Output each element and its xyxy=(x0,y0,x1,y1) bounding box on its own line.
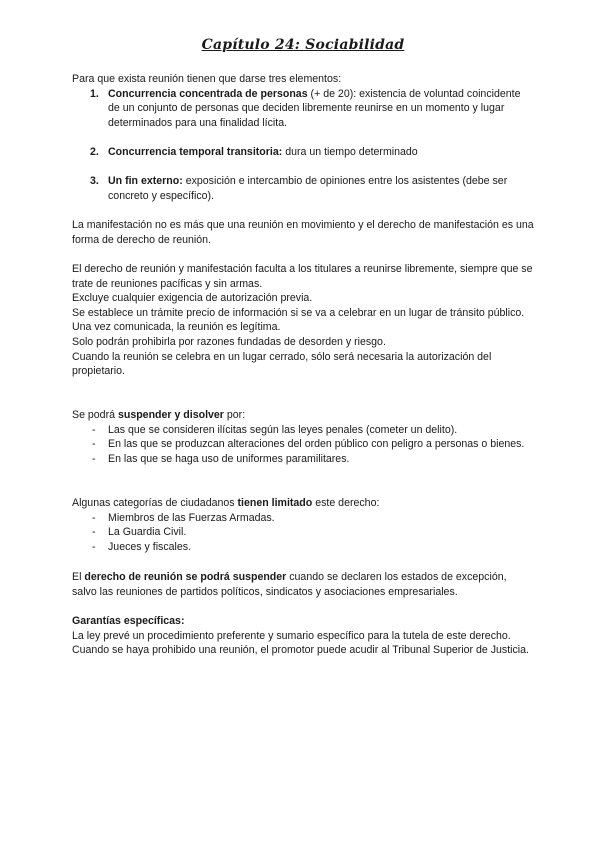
section-heading: Garantías específicas: xyxy=(72,615,185,627)
section-intro: Se podrá suspender y disolver por: xyxy=(72,409,246,421)
item-term: Un fin externo: xyxy=(108,175,183,188)
excepcion-paragraph xyxy=(72,570,534,599)
list-item xyxy=(72,174,534,203)
list-item: - Las que se consideren ilícitas según las leyes penales (cometer un delito). xyxy=(72,423,534,438)
limitado-section xyxy=(72,496,534,554)
paragraph-line: El derecho de reunión y manifestación faculta a los titulares a reunirse libremente, siempre que se trate de reuniones pacíficas y sin armas. xyxy=(72,263,533,290)
item-number: 2. xyxy=(90,145,99,158)
item-number: 1. xyxy=(90,87,99,100)
paragraph-line: Cuando la reunión se celebra en un lugar cerrado, sólo será necesaria la autorización del propietario. xyxy=(72,350,492,378)
list-item xyxy=(72,145,534,160)
paragraph-line: Excluye cualquier exigencia de autorización previa. xyxy=(72,292,313,305)
page-title: Capítulo 24: Sociabilidad xyxy=(201,37,405,53)
suspender-list xyxy=(72,423,534,467)
suspender-section xyxy=(72,408,534,466)
list-item: - Jueces y fiscales. xyxy=(72,540,534,555)
list-item: - En las que se haga uso de uniformes paramilitares. xyxy=(72,452,534,467)
item-number: 3. xyxy=(90,175,99,188)
elements-list xyxy=(72,87,534,204)
paragraph-line: Solo podrán prohibirla por razones fundadas de desorden y riesgo. xyxy=(72,335,386,348)
paragraph-line: La ley prevé un procedimiento preferente y sumario específico para la tutela de este derecho. xyxy=(72,629,511,642)
intro-text: Para que exista reunión tienen que darse tres elementos: xyxy=(72,73,342,85)
section-intro: Algunas categorías de ciudadanos tienen limitado este derecho: xyxy=(72,497,380,509)
paragraph-line: Una vez comunicada, la reunión es legítima. xyxy=(72,321,281,334)
paragraph: La manifestación no es más que una reunión en movimiento y el derecho de manifestación es una forma de derecho de reunión. xyxy=(72,219,534,246)
paragraph-line: Cuando se haya prohibido una reunión, el promotor puede acudir al Tribunal Superior de Justicia. xyxy=(72,644,529,657)
list-item xyxy=(72,87,534,131)
paragraph: El derecho de reunión se podrá suspender cuando se declaren los estados de excepción, salvo las reuniones de partidos políticos, sindicatos y asociaciones empresariales. xyxy=(72,571,507,598)
derecho-section xyxy=(72,262,534,379)
garantias-section xyxy=(72,614,534,658)
item-term: Concurrencia temporal transitoria: xyxy=(108,145,283,158)
item-term: Concurrencia concentrada de personas xyxy=(108,87,308,100)
list-item: - La Guardia Civil. xyxy=(72,525,534,540)
elements-section xyxy=(72,72,534,203)
manifestacion-paragraph xyxy=(72,218,534,247)
limitado-list xyxy=(72,511,534,555)
item-text: (+ de 20): existencia de voluntad coincidente de un conjunto de personas que deciden libremente reunirse en un momento y lugar determinados para una finalidad lícita. xyxy=(108,87,521,129)
list-item: - Miembros de las Fuerzas Armadas. xyxy=(72,511,534,526)
item-text: dura un tiempo determinado xyxy=(282,145,418,158)
paragraph-line: Se establece un trámite precio de información si se va a celebrar en un lugar de tránsito público. xyxy=(72,306,525,319)
list-item: - En las que se produzcan alteraciones del orden público con peligro a personas o bienes. xyxy=(72,437,534,452)
item-text: exposición e intercambio de opiniones entre los asistentes (debe ser concreto y específico). xyxy=(108,175,508,202)
